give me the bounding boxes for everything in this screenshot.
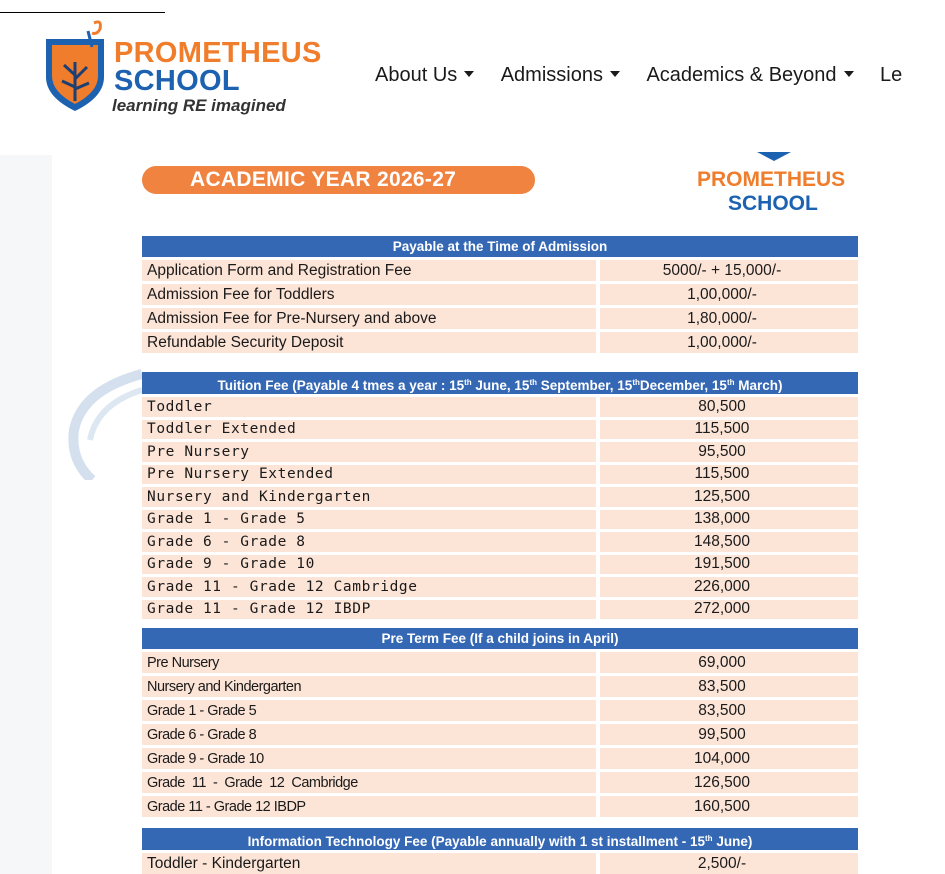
table-row [142,772,858,793]
nav-label: Academics & Beyond [646,64,837,86]
ordinal-suffix: th [529,378,537,387]
table-row [142,853,858,874]
heading-text: March) [734,378,783,393]
table-row [142,332,858,353]
nav-label: Le [880,64,903,86]
doc-logo-word-school: SCHOOL [728,192,818,215]
fee-label: Grade 9 - Grade 10 [142,555,596,575]
heading-text: December, 15 [639,378,727,393]
fee-label: Pre Nursery [142,442,596,462]
table-row [142,420,858,440]
fee-label: Application Form and Registration Fee [142,260,596,281]
table-row [142,532,858,552]
fee-section-it [142,828,858,874]
table-row [142,487,858,507]
fee-label: Pre Nursery Extended [142,465,596,485]
ordinal-suffix: th [464,378,472,387]
fee-value: 2,500/- [600,853,858,874]
heading-text: June) [712,834,753,849]
fee-label: Grade 11 - Grade 12 IBDP [142,600,596,620]
table-row [142,724,858,745]
fee-value: 83,500 [600,700,858,721]
decorative-swirl [52,360,142,480]
table-row [142,700,858,721]
nav-about-us[interactable] [375,64,474,87]
fee-label: Grade 11 - Grade 12 IBDP [142,796,596,817]
fee-label: Grade 11 - Grade 12 Cambridge [142,772,596,793]
nav-admissions[interactable] [501,64,620,87]
fee-label: Admission Fee for Toddlers [142,284,596,305]
fee-value: 5000/- + 15,000/- [600,260,858,281]
fee-section-admission [142,236,858,353]
fee-value: 115,500 [600,465,858,485]
document-logo [696,152,856,218]
chevron-down-icon [844,71,854,77]
fee-value: 80,500 [600,397,858,417]
section-heading: Payable at the Time of Admission [142,236,858,257]
fee-label: Admission Fee for Pre-Nursery and above [142,308,596,329]
ordinal-suffix: th [632,378,640,387]
nav-label: Admissions [500,64,603,86]
fee-value: 138,000 [600,510,858,530]
section-heading [142,828,858,850]
logo-tagline: learning RE imagined [112,96,286,115]
fee-section-tuition [142,372,858,619]
heading-text: Tuition Fee (Payable 4 tmes a year : 15 [217,378,465,393]
fee-section-pre-term [142,628,858,817]
table-row [142,676,858,697]
table-row [142,600,858,620]
nav-partial-item[interactable] [880,64,902,87]
fee-label: Toddler [142,397,596,417]
chevron-down-icon [610,71,620,77]
fee-label: Grade 6 - Grade 8 [142,532,596,552]
fee-label: Grade 9 - Grade 10 [142,748,596,769]
table-row [142,577,858,597]
heading-text: June, 15 [471,378,530,393]
fee-label: Nursery and Kindergarten [142,676,596,697]
table-row [142,652,858,673]
fee-value: 191,500 [600,555,858,575]
fee-label: Grade 1 - Grade 5 [142,700,596,721]
table-row [142,555,858,575]
table-row [142,510,858,530]
fee-value: 226,000 [600,577,858,597]
table-row [142,308,858,329]
fee-value: 104,000 [600,748,858,769]
fee-label: Grade 1 - Grade 5 [142,510,596,530]
fee-label: Grade 6 - Grade 8 [142,724,596,745]
fee-label: Toddler Extended [142,420,596,440]
fee-value: 1,80,000/- [600,308,858,329]
doc-logo-word-prometheus: PROMETHEUS [697,168,846,191]
logo-word-school: SCHOOL [114,65,240,97]
table-row [142,796,858,817]
school-crest-icon [42,17,108,113]
fee-value: 1,00,000/- [600,332,858,353]
academic-year-banner: ACADEMIC YEAR 2026-27 [142,166,535,194]
nav-label: About Us [375,64,458,86]
fee-value: 272,000 [600,600,858,620]
fee-label: Grade 11 - Grade 12 Cambridge [142,577,596,597]
table-row [142,442,858,462]
fee-value: 115,500 [600,420,858,440]
fee-label: Refundable Security Deposit [142,332,596,353]
table-row [142,465,858,485]
chevron-down-icon [464,71,474,77]
fee-value: 99,500 [600,724,858,745]
ordinal-suffix: th [705,834,713,843]
table-row [142,748,858,769]
heading-text: Information Technology Fee (Payable annually with 1 st installment - 15 [247,834,705,849]
main-nav [375,64,924,92]
fee-value: 125,500 [600,487,858,507]
fee-value: 83,500 [600,676,858,697]
table-row [142,260,858,281]
ordinal-suffix: th [726,378,735,387]
fee-value: 148,500 [600,532,858,552]
table-row [142,284,858,305]
table-row [142,397,858,417]
section-heading: Pre Term Fee (If a child joins in April) [142,628,858,649]
fee-value: 160,500 [600,796,858,817]
school-logo[interactable] [42,17,332,117]
section-heading [142,372,858,394]
fee-value: 1,00,000/- [600,284,858,305]
logo-word-prometheus: PROMETHEUS [114,37,322,69]
fee-value: 69,000 [600,652,858,673]
document-margin-shade [0,155,52,874]
nav-academics-beyond[interactable] [646,64,853,87]
crest-chevron-icon [757,152,791,161]
fee-value: 126,500 [600,772,858,793]
fee-value: 95,500 [600,442,858,462]
heading-text: September, 15 [537,378,633,393]
fee-label: Nursery and Kindergarten [142,487,596,507]
top-divider-line [0,12,165,13]
fee-label: Toddler - Kindergarten [142,853,596,874]
fee-label: Pre Nursery [142,652,596,673]
